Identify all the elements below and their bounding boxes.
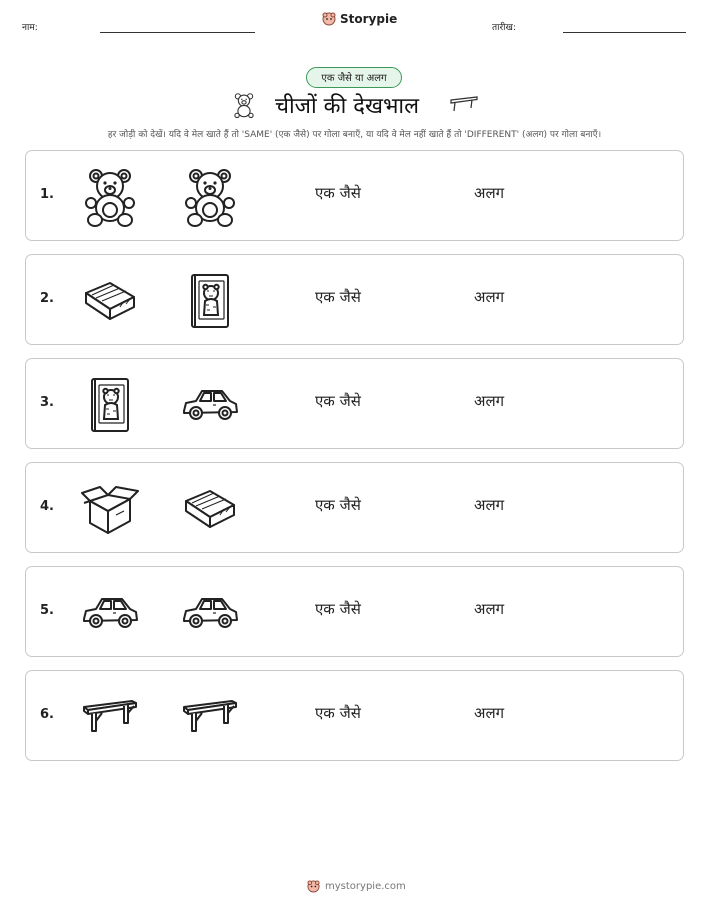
instructions: हर जोड़ी को देखें। यदि वे मेल खाते हैं तो 'SAME' (एक जैसे) पर गोला बनाएँ, या यदि वे मेल नहीं खाते हैं तो 'DIFFERENT' (अलग) पर गोला बनाएँ। bbox=[107, 130, 602, 140]
option-same[interactable]: एक जैसे bbox=[315, 288, 361, 306]
name-label: नाम: bbox=[22, 23, 38, 33]
date-label: तारीख: bbox=[492, 23, 516, 33]
option-different[interactable]: अलग bbox=[474, 600, 505, 618]
option-different[interactable]: अलग bbox=[474, 392, 505, 410]
brand-logo bbox=[322, 12, 397, 26]
question-number: 4. bbox=[40, 499, 54, 514]
option-same[interactable]: एक जैसे bbox=[315, 600, 361, 618]
question-number: 3. bbox=[40, 395, 54, 410]
footer bbox=[307, 880, 406, 893]
brand-name: Storypie bbox=[340, 12, 398, 26]
option-same[interactable]: एक जैसे bbox=[315, 184, 361, 202]
wood-block-icon bbox=[180, 479, 240, 539]
question-row-4 bbox=[25, 462, 684, 553]
wood-block-icon bbox=[80, 271, 140, 331]
question-number: 1. bbox=[40, 187, 54, 202]
question-row-3 bbox=[25, 358, 684, 449]
option-different[interactable]: अलग bbox=[474, 704, 505, 722]
option-different[interactable]: अलग bbox=[474, 288, 505, 306]
topic-badge: एक जैसे या अलग bbox=[306, 67, 402, 88]
option-same[interactable]: एक जैसे bbox=[315, 392, 361, 410]
storypie-logo-icon bbox=[307, 880, 320, 893]
question-number: 6. bbox=[40, 707, 54, 722]
toy-car-icon bbox=[80, 583, 140, 643]
option-different[interactable]: अलग bbox=[474, 496, 505, 514]
question-number: 2. bbox=[40, 291, 54, 306]
shelf-title-icon bbox=[449, 95, 479, 113]
toy-car-icon bbox=[180, 375, 240, 435]
question-row-1 bbox=[25, 150, 684, 241]
option-different[interactable]: अलग bbox=[474, 184, 505, 202]
page-title: चीजों की देखभाल bbox=[275, 94, 420, 119]
shelf-icon bbox=[80, 687, 140, 747]
tiger-book-icon bbox=[180, 271, 240, 331]
name-field-line[interactable] bbox=[100, 32, 255, 33]
teddy-bear-icon bbox=[180, 167, 240, 227]
question-row-5 bbox=[25, 566, 684, 657]
toy-car-icon bbox=[180, 583, 240, 643]
question-number: 5. bbox=[40, 603, 54, 618]
tiger-book-icon bbox=[80, 375, 140, 435]
teddy-bear-icon bbox=[80, 167, 140, 227]
footer-url[interactable]: mystorypie.com bbox=[325, 881, 406, 892]
option-same[interactable]: एक जैसे bbox=[315, 496, 361, 514]
storypie-logo-icon bbox=[322, 12, 336, 26]
question-row-2 bbox=[25, 254, 684, 345]
date-field-line[interactable] bbox=[563, 32, 686, 33]
teddy-bear-title-icon bbox=[231, 90, 257, 120]
option-same[interactable]: एक जैसे bbox=[315, 704, 361, 722]
shelf-icon bbox=[180, 687, 240, 747]
cardboard-box-icon bbox=[80, 479, 140, 539]
question-row-6 bbox=[25, 670, 684, 761]
